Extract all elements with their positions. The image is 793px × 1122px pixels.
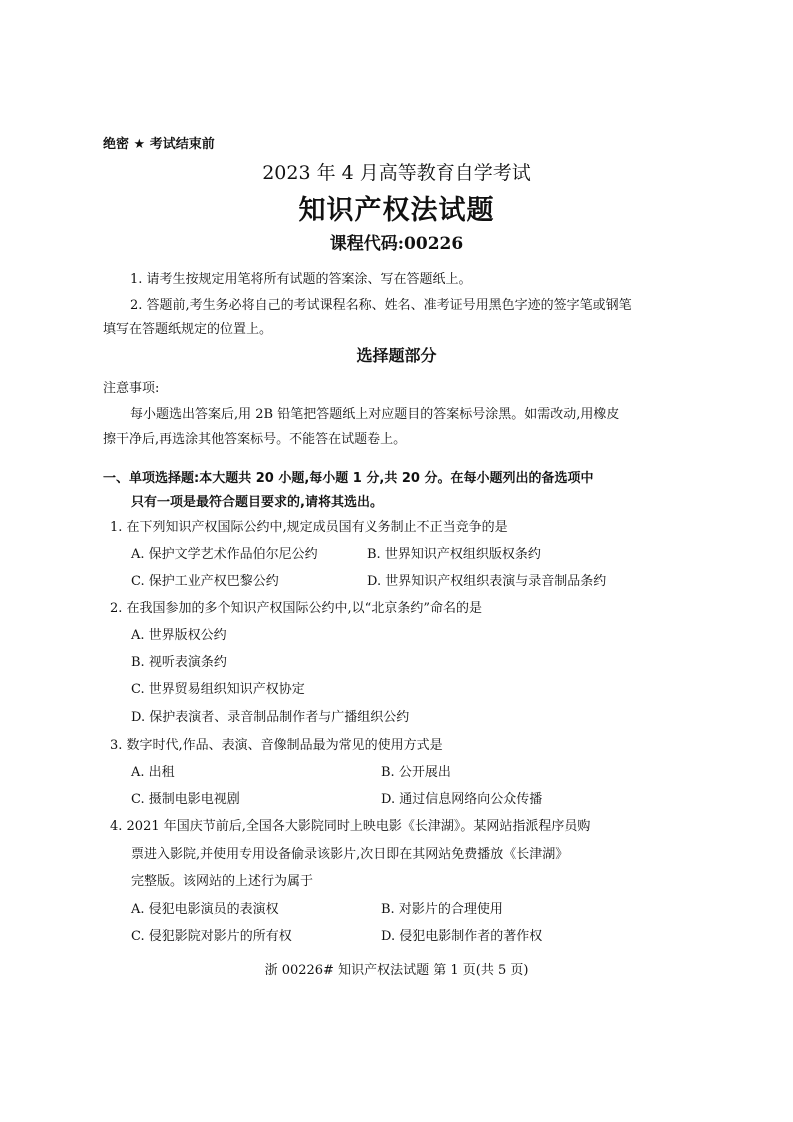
question-3-stem: 3. 数字时代,作品、表演、音像制品最为常见的使用方式是 <box>110 738 443 753</box>
page-footer: 浙 00226# 知识产权法试题 第 1 页(共 5 页) <box>264 963 529 978</box>
course-code: 课程代码:00226 <box>329 234 464 254</box>
question-4-option-a: A. 侵犯电影演员的表演权 <box>131 902 279 917</box>
question-4-stem-line-1: 4. 2021 年国庆节前后,全国各大影院同时上映电影《长津湖》。某网站指派程序员购 <box>110 819 591 834</box>
question-2-option-c: C. 世界贸易组织知识产权协定 <box>131 682 305 697</box>
question-2-stem: 2. 在我国参加的多个知识产权国际公约中,以“北京条约”命名的是 <box>110 601 482 616</box>
notice-2-line-1: 2. 答题前,考生务必将自己的考试课程名称、姓名、准考证号用黑色字迹的签字笔或钢笔 <box>130 298 632 313</box>
question-4-stem-line-3: 完整版。该网站的上述行为属于 <box>131 874 314 889</box>
question-3-option-a: A. 出租 <box>131 765 175 780</box>
question-4-option-b: B. 对影片的合理使用 <box>381 902 503 917</box>
question-3-option-b: B. 公开展出 <box>381 765 451 780</box>
attention-label: 注意事项: <box>103 381 160 396</box>
notice-2-line-2: 填写在答题纸规定的位置上。 <box>103 322 273 337</box>
question-1-option-a: A. 保护文学艺术作品伯尔尼公约 <box>131 547 318 562</box>
question-1-option-d: D. 世界知识产权组织表演与录音制品条约 <box>367 574 607 589</box>
exam-title: 2023 年 4 月高等教育自学考试 <box>262 162 531 184</box>
question-1-option-c: C. 保护工业产权巴黎公约 <box>131 574 279 589</box>
question-1-stem: 1. 在下列知识产权国际公约中,规定成员国有义务制止不正当竞争的是 <box>110 520 508 535</box>
attention-line-1: 每小题选出答案后,用 2B 铅笔把答题纸上对应题目的答案标号涂黑。如需改动,用橡皮 <box>130 407 620 422</box>
question-4-stem-line-2: 票进入影院,并使用专用设备偷录该影片,次日即在其网站免费播放《长津湖》 <box>131 847 569 862</box>
question-2-option-b: B. 视听表演条约 <box>131 655 227 670</box>
attention-line-2: 擦干净后,再选涂其他答案标号。不能答在试题卷上。 <box>103 432 407 447</box>
question-3-option-c: C. 摄制电影电视剧 <box>131 792 240 807</box>
subject-title: 知识产权法试题 <box>298 195 495 226</box>
part-heading-line-1: 一、单项选择题:本大题共 20 小题,每小题 1 分,共 20 分。在每小题列出的备选项中 <box>103 471 594 486</box>
part-heading-line-2: 只有一项是最符合题目要求的,请将其选出。 <box>131 495 383 510</box>
question-3-option-d: D. 通过信息网络向公众传播 <box>381 792 543 807</box>
confidential-mark: 绝密 ★ 考试结束前 <box>103 137 215 152</box>
question-1-option-b: B. 世界知识产权组织版权条约 <box>367 547 541 562</box>
section-title: 选择题部分 <box>356 346 437 365</box>
question-2-option-d: D. 保护表演者、录音制品制作者与广播组织公约 <box>131 710 410 725</box>
notice-1: 1. 请考生按规定用笔将所有试题的答案涂、写在答题纸上。 <box>130 272 472 287</box>
question-4-option-d: D. 侵犯电影制作者的著作权 <box>381 929 543 944</box>
question-2-option-a: A. 世界版权公约 <box>131 628 227 643</box>
question-4-option-c: C. 侵犯影院对影片的所有权 <box>131 929 292 944</box>
